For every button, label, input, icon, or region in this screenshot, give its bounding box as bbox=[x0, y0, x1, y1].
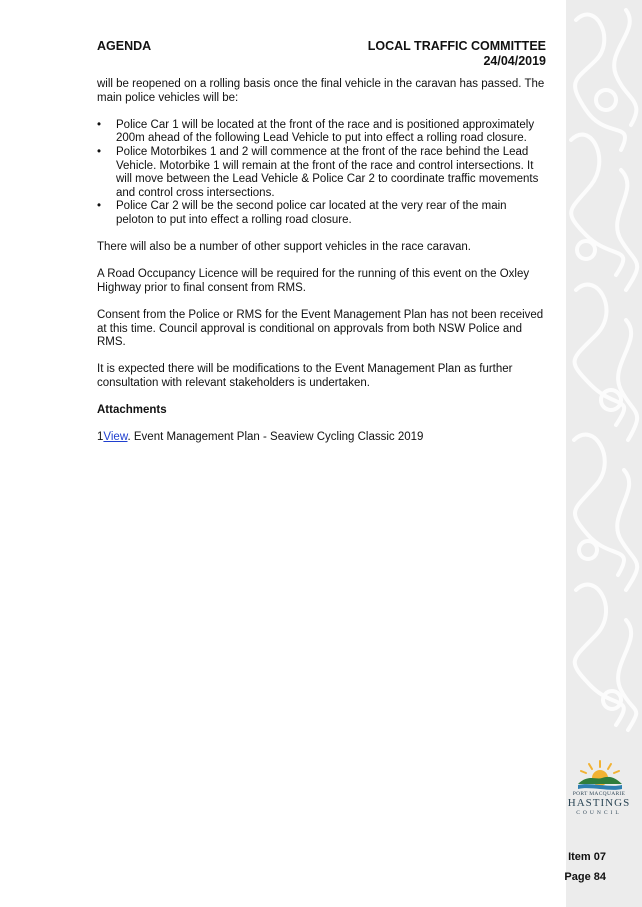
police-vehicles-list bbox=[97, 119, 547, 228]
bullet-icon: • bbox=[97, 200, 102, 213]
agenda-heading: AGENDA bbox=[97, 39, 152, 53]
logo-line-council: COUNCIL bbox=[576, 810, 622, 816]
consent-paragraph: Consent from the Police or RMS for the Event Management Plan has not been received at this time. Council approval is conditional on approvals from both NSW Police and RMS. bbox=[97, 309, 544, 349]
modifications-paragraph: It is expected there will be modifications to the Event Management Plan as further consultation with relevant stakeholders is undertaken. bbox=[97, 363, 513, 390]
logo-line-hastings: HASTINGS bbox=[567, 797, 631, 809]
meeting-date: 24/04/2019 bbox=[483, 54, 546, 68]
bullet-icon: • bbox=[97, 118, 102, 131]
logo-line-port-macquarie: PORT MACQUARIE bbox=[572, 791, 626, 797]
list-item-text: Police Motorbikes 1 and 2 will commence at the front of the race behind the Lead Vehicle. Motorbike 1 will remain at the front of the race and control intersections. It will move between the Lead Vehicle & Police Car 2 to coordinate traffic movements and control cross intersections. bbox=[116, 145, 539, 199]
committee-header bbox=[320, 39, 546, 69]
list-item bbox=[97, 119, 547, 146]
attachment-number: 1 bbox=[97, 431, 104, 444]
committee-name: LOCAL TRAFFIC COMMITTEE bbox=[367, 39, 546, 53]
list-item bbox=[97, 200, 547, 227]
attachment-description: . Event Management Plan - Seaview Cycling Classic 2019 bbox=[127, 431, 424, 444]
intro-paragraph: will be reopened on a rolling basis once the final vehicle in the caravan has passed. The main police vehicles will be: bbox=[97, 78, 545, 104]
road-licence-paragraph: A Road Occupancy Licence will be required for the running of this event on the Oxley Highway prior to final consent from RMS. bbox=[97, 268, 530, 294]
page-number: Page 84 bbox=[564, 871, 606, 883]
list-item bbox=[97, 146, 547, 200]
item-number: Item 07 bbox=[568, 851, 606, 863]
attachment-view-link[interactable]: View bbox=[103, 431, 128, 444]
support-vehicles-paragraph: There will also be a number of other support vehicles in the race caravan. bbox=[97, 241, 471, 254]
council-logo-icon bbox=[570, 758, 630, 792]
list-item-text: Police Car 1 will be located at the front of the race and is positioned approximately 200m ahead of the following Lead Vehicle to put into effect a rolling road closure. bbox=[116, 118, 535, 145]
list-item-text: Police Car 2 will be the second police car located at the very rear of the main peloton to put into effect a rolling road closure. bbox=[116, 200, 507, 226]
council-logo bbox=[570, 758, 630, 818]
attachment-item bbox=[97, 431, 547, 445]
report-body bbox=[97, 78, 547, 459]
bullet-icon: • bbox=[97, 145, 102, 158]
attachments-heading: Attachments bbox=[97, 404, 167, 417]
